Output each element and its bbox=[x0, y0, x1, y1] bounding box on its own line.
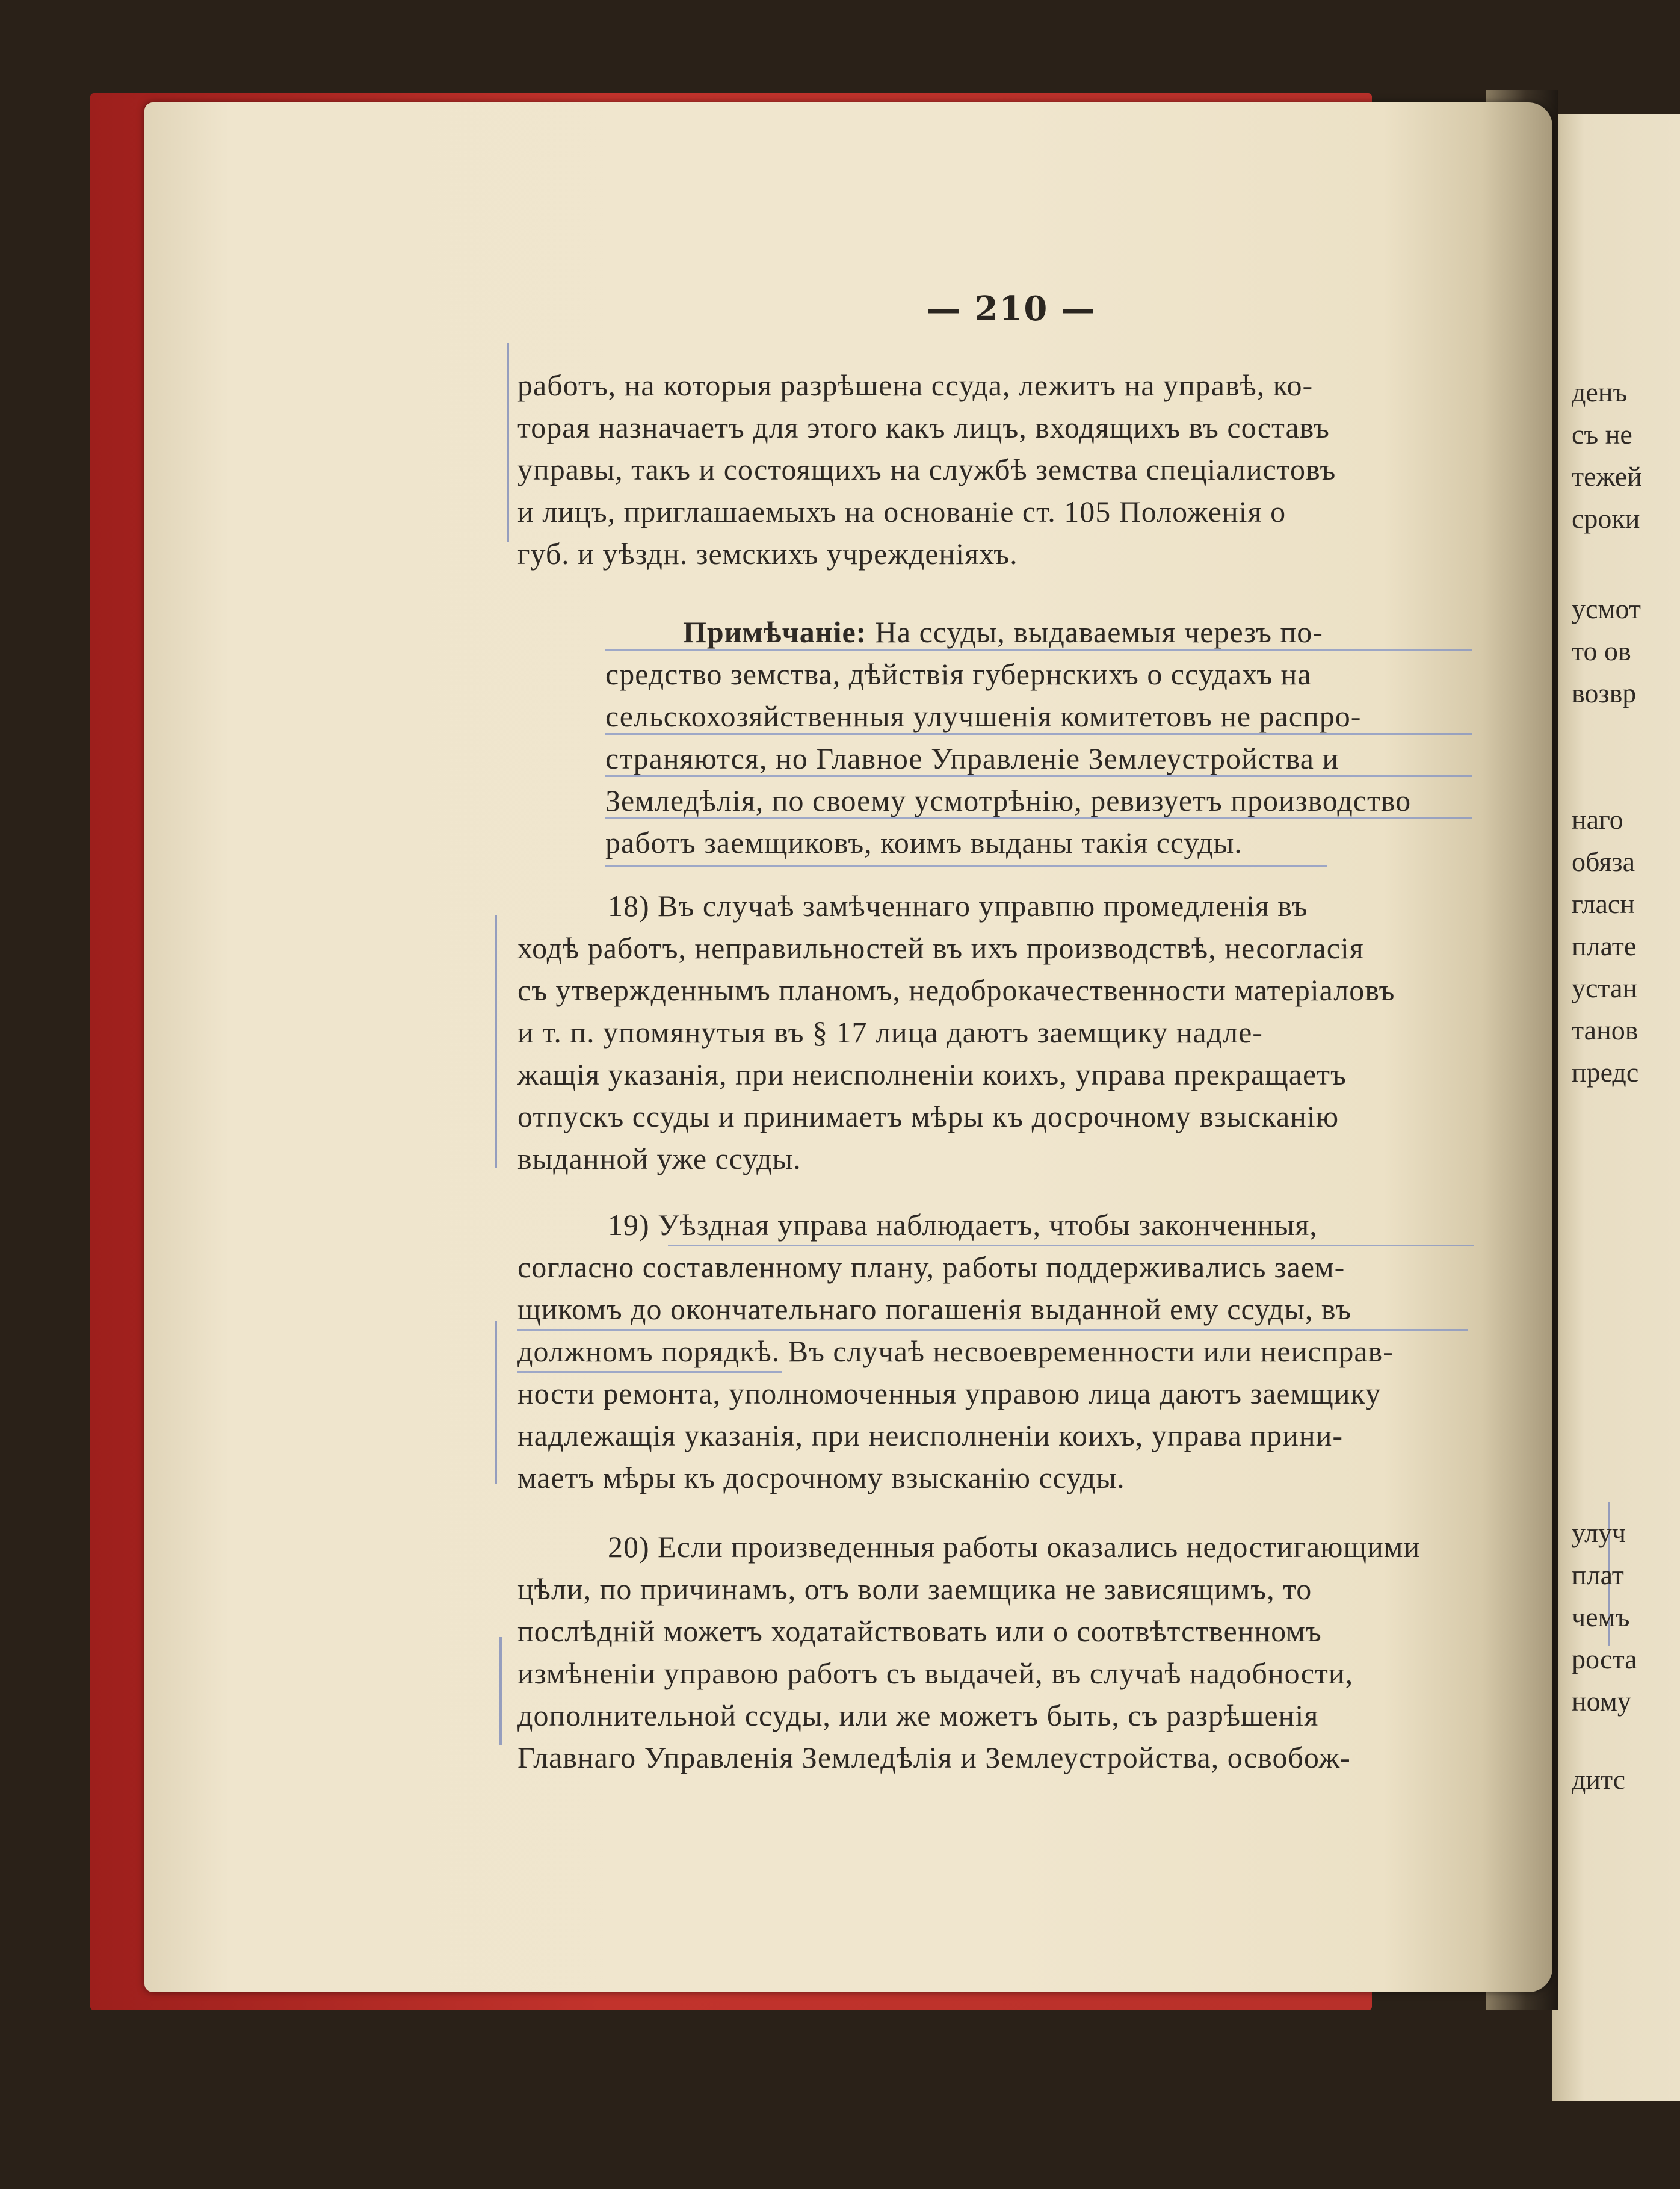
next-page-fragment: плате bbox=[1572, 930, 1637, 961]
para-18-line: съ утвержденнымъ планомъ, недоброкачественности матеріаловъ bbox=[517, 973, 1395, 1007]
note-text: На ссуды, выдаваемыя черезъ по- bbox=[874, 615, 1323, 649]
note-label: Примѣчаніе: bbox=[683, 615, 867, 649]
next-page-fragment: предс bbox=[1572, 1057, 1639, 1088]
next-page-fragment: съ не bbox=[1572, 419, 1632, 450]
pencil-underline bbox=[605, 865, 1327, 867]
para-20-line: измѣненіи управою работъ съ выдачей, въ случаѣ надобности, bbox=[517, 1656, 1354, 1690]
next-page-fragment: танов bbox=[1572, 1015, 1638, 1045]
next-page-fragment: возвр bbox=[1572, 678, 1637, 708]
para-19-line: надлежащія указанія, при неисполненіи коихъ, управа прини- bbox=[517, 1419, 1344, 1452]
next-page-fragment: сроки bbox=[1572, 503, 1640, 534]
pencil-underline bbox=[517, 1371, 782, 1373]
note-first-line bbox=[683, 611, 1474, 653]
note-line: сельскохозяйственныя улучшенія комитетовъ не распро- bbox=[605, 699, 1362, 733]
pencil-underline bbox=[605, 733, 1472, 735]
text-line: управы, такъ и состоящихъ на службѣ земства спеціалистовъ bbox=[517, 453, 1336, 486]
note-line: средство земства, дѣйствія губернскихъ о ссудахъ на bbox=[605, 657, 1312, 691]
next-page-fragment: усмот bbox=[1572, 593, 1641, 624]
para-18-line: отпускъ ссуды и принимаетъ мѣры къ досрочному взысканію bbox=[517, 1100, 1339, 1133]
next-page-fragment: улуч bbox=[1572, 1517, 1626, 1548]
next-page-fragment: тежей bbox=[1572, 461, 1642, 492]
next-page-fragment: денъ bbox=[1572, 377, 1628, 407]
note-line: Земледѣлія, по своему усмотрѣнію, ревизуетъ производство bbox=[605, 784, 1412, 817]
pencil-margin-mark bbox=[495, 1321, 497, 1484]
pencil-margin-mark bbox=[507, 343, 509, 542]
para-20-line: послѣдній можетъ ходатайствовать или о соотвѣтственномъ bbox=[517, 1614, 1322, 1648]
para-18-line: выданной уже ссуды. bbox=[517, 1142, 801, 1175]
para-18-line: ходѣ работъ, неправильностей въ ихъ производствѣ, несогласія bbox=[517, 931, 1364, 965]
next-page-fragment: то ов bbox=[1572, 636, 1631, 666]
para-18-line: жащія указанія, при неисполненіи коихъ, управа прекращаетъ bbox=[517, 1057, 1347, 1091]
next-page-fragment: обяза bbox=[1572, 846, 1635, 877]
text-line: и лицъ, приглашаемыхъ на основаніе ст. 105 Положенія о bbox=[517, 495, 1286, 528]
para-18-line: 18) Въ случаѣ замѣченнаго управпю промедленія въ bbox=[608, 889, 1308, 923]
pencil-underline bbox=[605, 775, 1472, 777]
next-page-fragment: плат bbox=[1572, 1559, 1624, 1590]
para-19-line: согласно составленному плану, работы поддерживались заем- bbox=[517, 1250, 1345, 1284]
text-line: губ. и уѣздн. земскихъ учрежденіяхъ. bbox=[517, 537, 1018, 571]
next-page-fragment: ному bbox=[1572, 1686, 1631, 1717]
para-20-line: 20) Если произведенныя работы оказались недостигающими bbox=[608, 1530, 1421, 1564]
text-line: работъ, на которыя разрѣшена ссуда, лежитъ на управѣ, ко- bbox=[517, 368, 1314, 402]
para-20-line: цѣли, по причинамъ, отъ воли заемщика не зависящимъ, то bbox=[517, 1572, 1312, 1606]
pencil-underline bbox=[668, 1245, 1474, 1246]
para-19-line: щикомъ до окончательнаго погашенія выданной ему ссуды, въ bbox=[517, 1292, 1352, 1326]
text-line: торая назначаетъ для этого какъ лицъ, входящихъ въ составъ bbox=[517, 410, 1330, 444]
next-page-fragment: дитс bbox=[1572, 1764, 1626, 1795]
next-page-fragment: чемъ bbox=[1572, 1602, 1630, 1632]
para-19-line: ности ремонта, уполномоченныя управою лица даютъ заемщику bbox=[517, 1376, 1382, 1410]
note-line: работъ заемщиковъ, коимъ выданы такія ссуды. bbox=[605, 826, 1243, 859]
para-19-line: маетъ мѣры къ досрочному взысканію ссуды. bbox=[517, 1461, 1125, 1494]
pencil-margin-mark bbox=[495, 915, 497, 1168]
pencil-underline bbox=[605, 649, 1472, 651]
para-20-line: дополнительной ссуды, или же можетъ быть, съ разрѣшенія bbox=[517, 1698, 1319, 1732]
pencil-margin-mark bbox=[499, 1637, 502, 1745]
next-page-fragment: роста bbox=[1572, 1644, 1637, 1674]
page-number: — 210 — bbox=[927, 289, 1096, 329]
next-page-fragment: устан bbox=[1572, 973, 1638, 1003]
note-line: страняются, но Главное Управленіе Землеустройства и bbox=[605, 742, 1339, 775]
next-page-fragment: наго bbox=[1572, 804, 1623, 835]
next-page-fragment: гласн bbox=[1572, 888, 1635, 919]
pencil-underline bbox=[605, 817, 1472, 819]
pencil-underline bbox=[517, 1329, 1468, 1331]
next-page bbox=[1552, 114, 1680, 2101]
para-18-line: и т. п. упомянутыя въ § 17 лица даютъ заемщику надле- bbox=[517, 1015, 1263, 1049]
para-20-line: Главнаго Управленія Земледѣлія и Землеустройства, освобож- bbox=[517, 1741, 1351, 1774]
para-19-line: должномъ порядкѣ. Въ случаѣ несвоевременности или неисправ- bbox=[517, 1334, 1394, 1368]
para-19-line: 19) Уѣздная управа наблюдаетъ, чтобы законченныя, bbox=[608, 1208, 1318, 1242]
